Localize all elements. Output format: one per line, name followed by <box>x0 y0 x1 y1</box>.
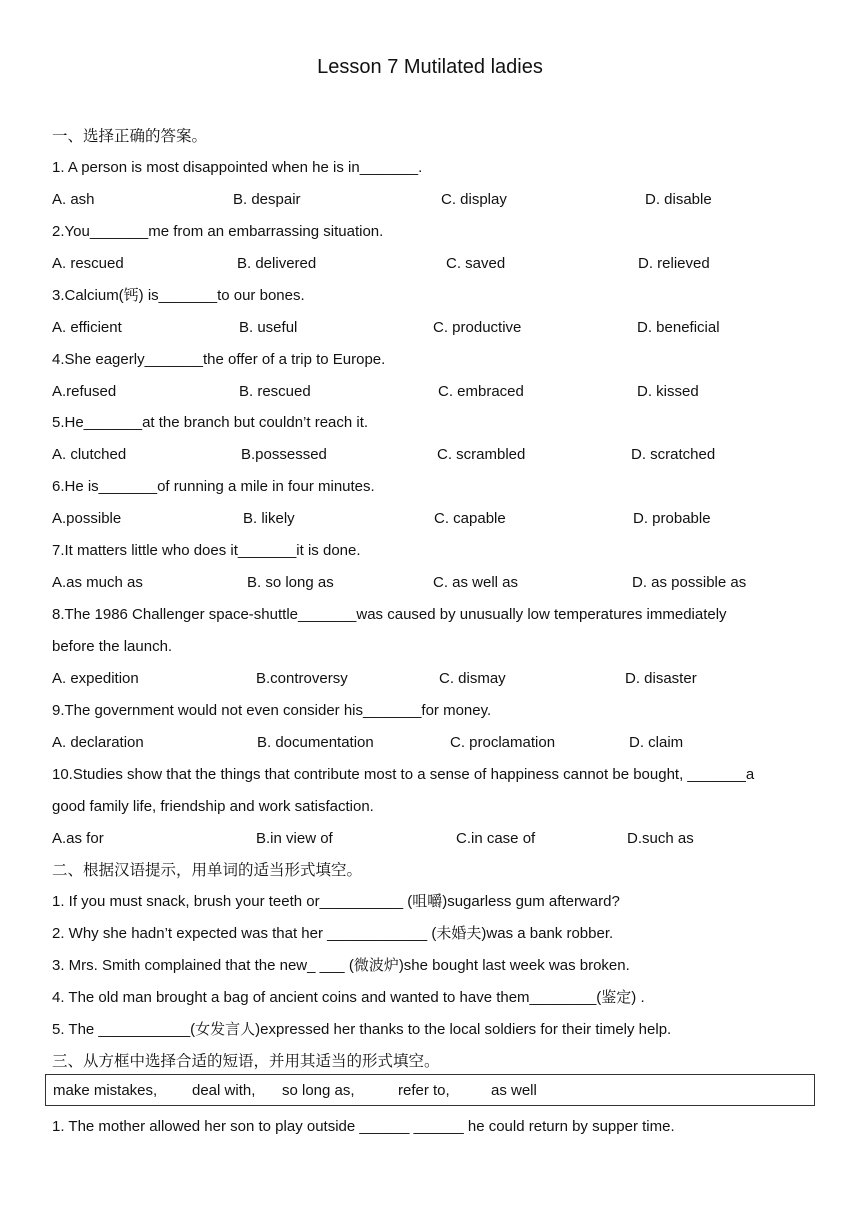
option-d: D. probable <box>633 510 711 527</box>
option-c: C. dismay <box>439 670 506 687</box>
option-c: C. as well as <box>433 574 519 591</box>
option-a: A. declaration <box>52 734 144 751</box>
option-d: D. beneficial <box>637 319 720 336</box>
option-a: A.possible <box>52 510 122 527</box>
question-3: 3.Calcium(钙) is_______to our bones. <box>52 287 305 304</box>
option-c: C. capable <box>434 510 506 527</box>
section-heading-2: 二、根据汉语提示，用单词的适当形式填空。 <box>52 861 363 879</box>
option-b: B. so long as <box>247 574 334 591</box>
phrase-item: make mistakes, <box>53 1082 158 1099</box>
fill-question-4: 4. The old man brought a bag of ancient coins and wanted to have them________(鉴定) . <box>52 989 645 1006</box>
phrase-item: so long as, <box>282 1082 355 1099</box>
option-d: D. relieved <box>638 255 710 272</box>
option-b: B.possessed <box>241 446 327 463</box>
question-1: 1. A person is most disappointed when he is in_______. <box>52 159 423 176</box>
option-c: C. proclamation <box>450 734 556 751</box>
option-d: D. disaster <box>625 670 697 687</box>
option-b: B. documentation <box>257 734 374 751</box>
option-c: C. productive <box>433 319 522 336</box>
phrase-item: refer to, <box>398 1082 450 1099</box>
option-d: D. scratched <box>631 446 716 463</box>
option-b: B. rescued <box>239 383 311 400</box>
question-9: 9.The government would not even consider his_______for money. <box>52 702 492 719</box>
fill-question-1: 1. If you must snack, brush your teeth or__________ (咀嚼)sugarless gum afterward? <box>52 893 620 910</box>
option-d: D. as possible as <box>632 574 747 591</box>
option-d: D. kissed <box>637 383 699 400</box>
option-b: B.in view of <box>256 830 333 847</box>
page-title: Lesson 7 Mutilated ladies <box>317 56 543 78</box>
question-8: 8.The 1986 Challenger space-shuttle_______was caused by unusually low temperatures immediately <box>52 606 727 623</box>
option-d: D. disable <box>645 191 712 208</box>
question-4: 4.She eagerly_______the offer of a trip to Europe. <box>52 351 386 368</box>
question-7: 7.It matters little who does it_______it is done. <box>52 542 361 559</box>
phrase-question-1: 1. The mother allowed her son to play outside ______ ______ he could return by supper time. <box>52 1118 675 1135</box>
question-6: 6.He is_______of running a mile in four minutes. <box>52 478 375 495</box>
option-c: C. scrambled <box>437 446 526 463</box>
option-a: A.as much as <box>52 574 143 591</box>
option-a: A. clutched <box>52 446 127 463</box>
option-a: A. rescued <box>52 255 124 272</box>
option-a: A.refused <box>52 383 117 400</box>
phrase-box <box>45 1074 815 1106</box>
question-2: 2.You_______me from an embarrassing situation. <box>52 223 384 240</box>
phrase-item: as well <box>491 1082 537 1099</box>
fill-question-3: 3. Mrs. Smith complained that the new_ ___ (微波炉)she bought last week was broken. <box>52 957 630 974</box>
option-a: A.as for <box>52 830 104 847</box>
section-heading-1: 一、选择正确的答案。 <box>52 127 208 145</box>
option-c: C. display <box>441 191 507 208</box>
option-b: B. useful <box>239 319 298 336</box>
question-8-continuation: before the launch. <box>52 638 173 655</box>
option-b: B. despair <box>233 191 301 208</box>
question-10-continuation: good family life, friendship and work satisfaction. <box>52 798 374 815</box>
option-d: D.such as <box>627 830 694 847</box>
question-5: 5.He_______at the branch but couldn’t reach it. <box>52 414 369 431</box>
option-a: A. efficient <box>52 319 122 336</box>
option-b: B.controversy <box>256 670 348 687</box>
fill-question-5: 5. The ___________(女发言人)expressed her thanks to the local soldiers for their timely help. <box>52 1021 672 1038</box>
option-a: A. ash <box>52 191 95 208</box>
question-10: 10.Studies show that the things that contribute most to a sense of happiness cannot be bought, _______a <box>52 766 755 783</box>
option-c: C. embraced <box>438 383 524 400</box>
option-b: B. delivered <box>237 255 317 272</box>
option-d: D. claim <box>629 734 684 751</box>
fill-question-2: 2. Why she hadn’t expected was that her ____________ (未婚夫)was a bank robber. <box>52 925 614 942</box>
option-b: B. likely <box>243 510 295 527</box>
option-c: C.in case of <box>456 830 536 847</box>
section-heading-3: 三、从方框中选择合适的短语，并用其适当的形式填空。 <box>52 1052 440 1070</box>
phrase-item: deal with, <box>192 1082 256 1099</box>
option-c: C. saved <box>446 255 506 272</box>
option-a: A. expedition <box>52 670 139 687</box>
